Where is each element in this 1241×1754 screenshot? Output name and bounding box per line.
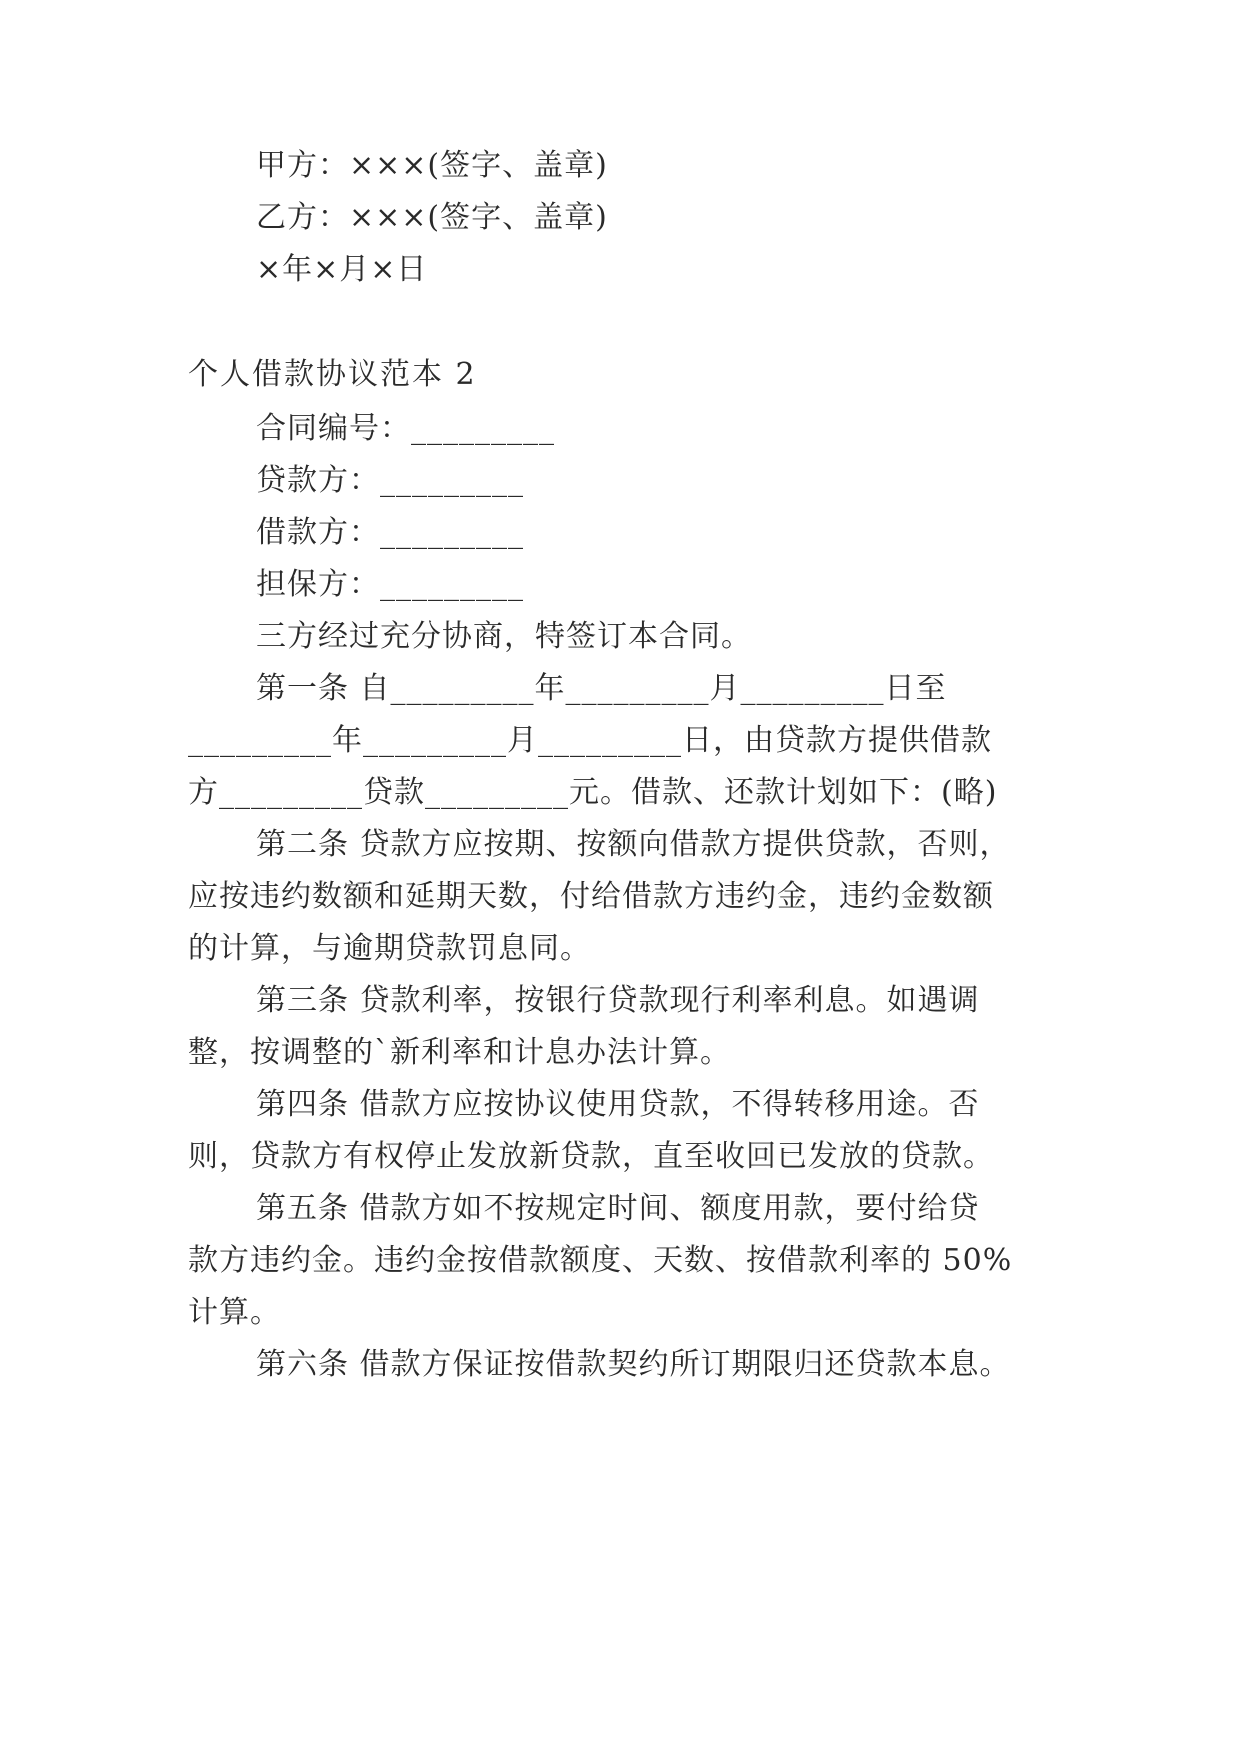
party-b-signature: 乙方：×××(签字、盖章)	[256, 200, 608, 235]
article-6-line-1: 第六条 借款方保证按借款契约所订期限归还贷款本息。	[256, 1347, 1011, 1382]
guarantor-field: 担保方：_________	[256, 567, 524, 602]
article-2-line-2: 应按违约数额和延期天数，付给借款方违约金，违约金数额	[188, 879, 994, 914]
article-4-line-1: 第四条 借款方应按协议使用贷款，不得转移用途。否	[256, 1087, 980, 1122]
article-2-line-1: 第二条 贷款方应按期、按额向借款方提供贷款，否则，	[256, 827, 1011, 862]
contract-number-field: 合同编号：_________	[256, 411, 555, 446]
article-1-line-1: 第一条 自_________年_________月_________日至	[256, 671, 947, 706]
borrower-field: 借款方：_________	[256, 515, 524, 550]
article-3-line-1: 第三条 贷款利率，按银行贷款现行利率利息。如遇调	[256, 983, 980, 1018]
article-4-line-2: 则，贷款方有权停止发放新贷款，直至收回已发放的贷款。	[188, 1139, 994, 1174]
document-title: 个人借款协议范本 2	[188, 357, 477, 392]
article-5-line-2: 款方违约金。违约金按借款额度、天数、按借款利率的 50%	[188, 1243, 1013, 1278]
party-a-signature: 甲方：×××(签字、盖章)	[256, 148, 608, 183]
article-3-line-2: 整，按调整的`新利率和计息办法计算。	[188, 1035, 731, 1070]
lender-field: 贷款方：_________	[256, 463, 524, 498]
article-5-line-1: 第五条 借款方如不按规定时间、额度用款，要付给贷	[256, 1191, 980, 1226]
article-2-line-3: 的计算，与逾期贷款罚息同。	[188, 931, 591, 966]
intro-paragraph: 三方经过充分协商，特签订本合同。	[256, 619, 752, 654]
article-5-line-3: 计算。	[188, 1295, 281, 1330]
article-1-line-2: _________年_________月_________日，由贷款方提供借款	[188, 723, 992, 758]
article-1-line-3: 方_________贷款_________元。借款、还款计划如下：(略)	[188, 775, 998, 810]
signature-date: ×年×月×日	[256, 252, 428, 287]
